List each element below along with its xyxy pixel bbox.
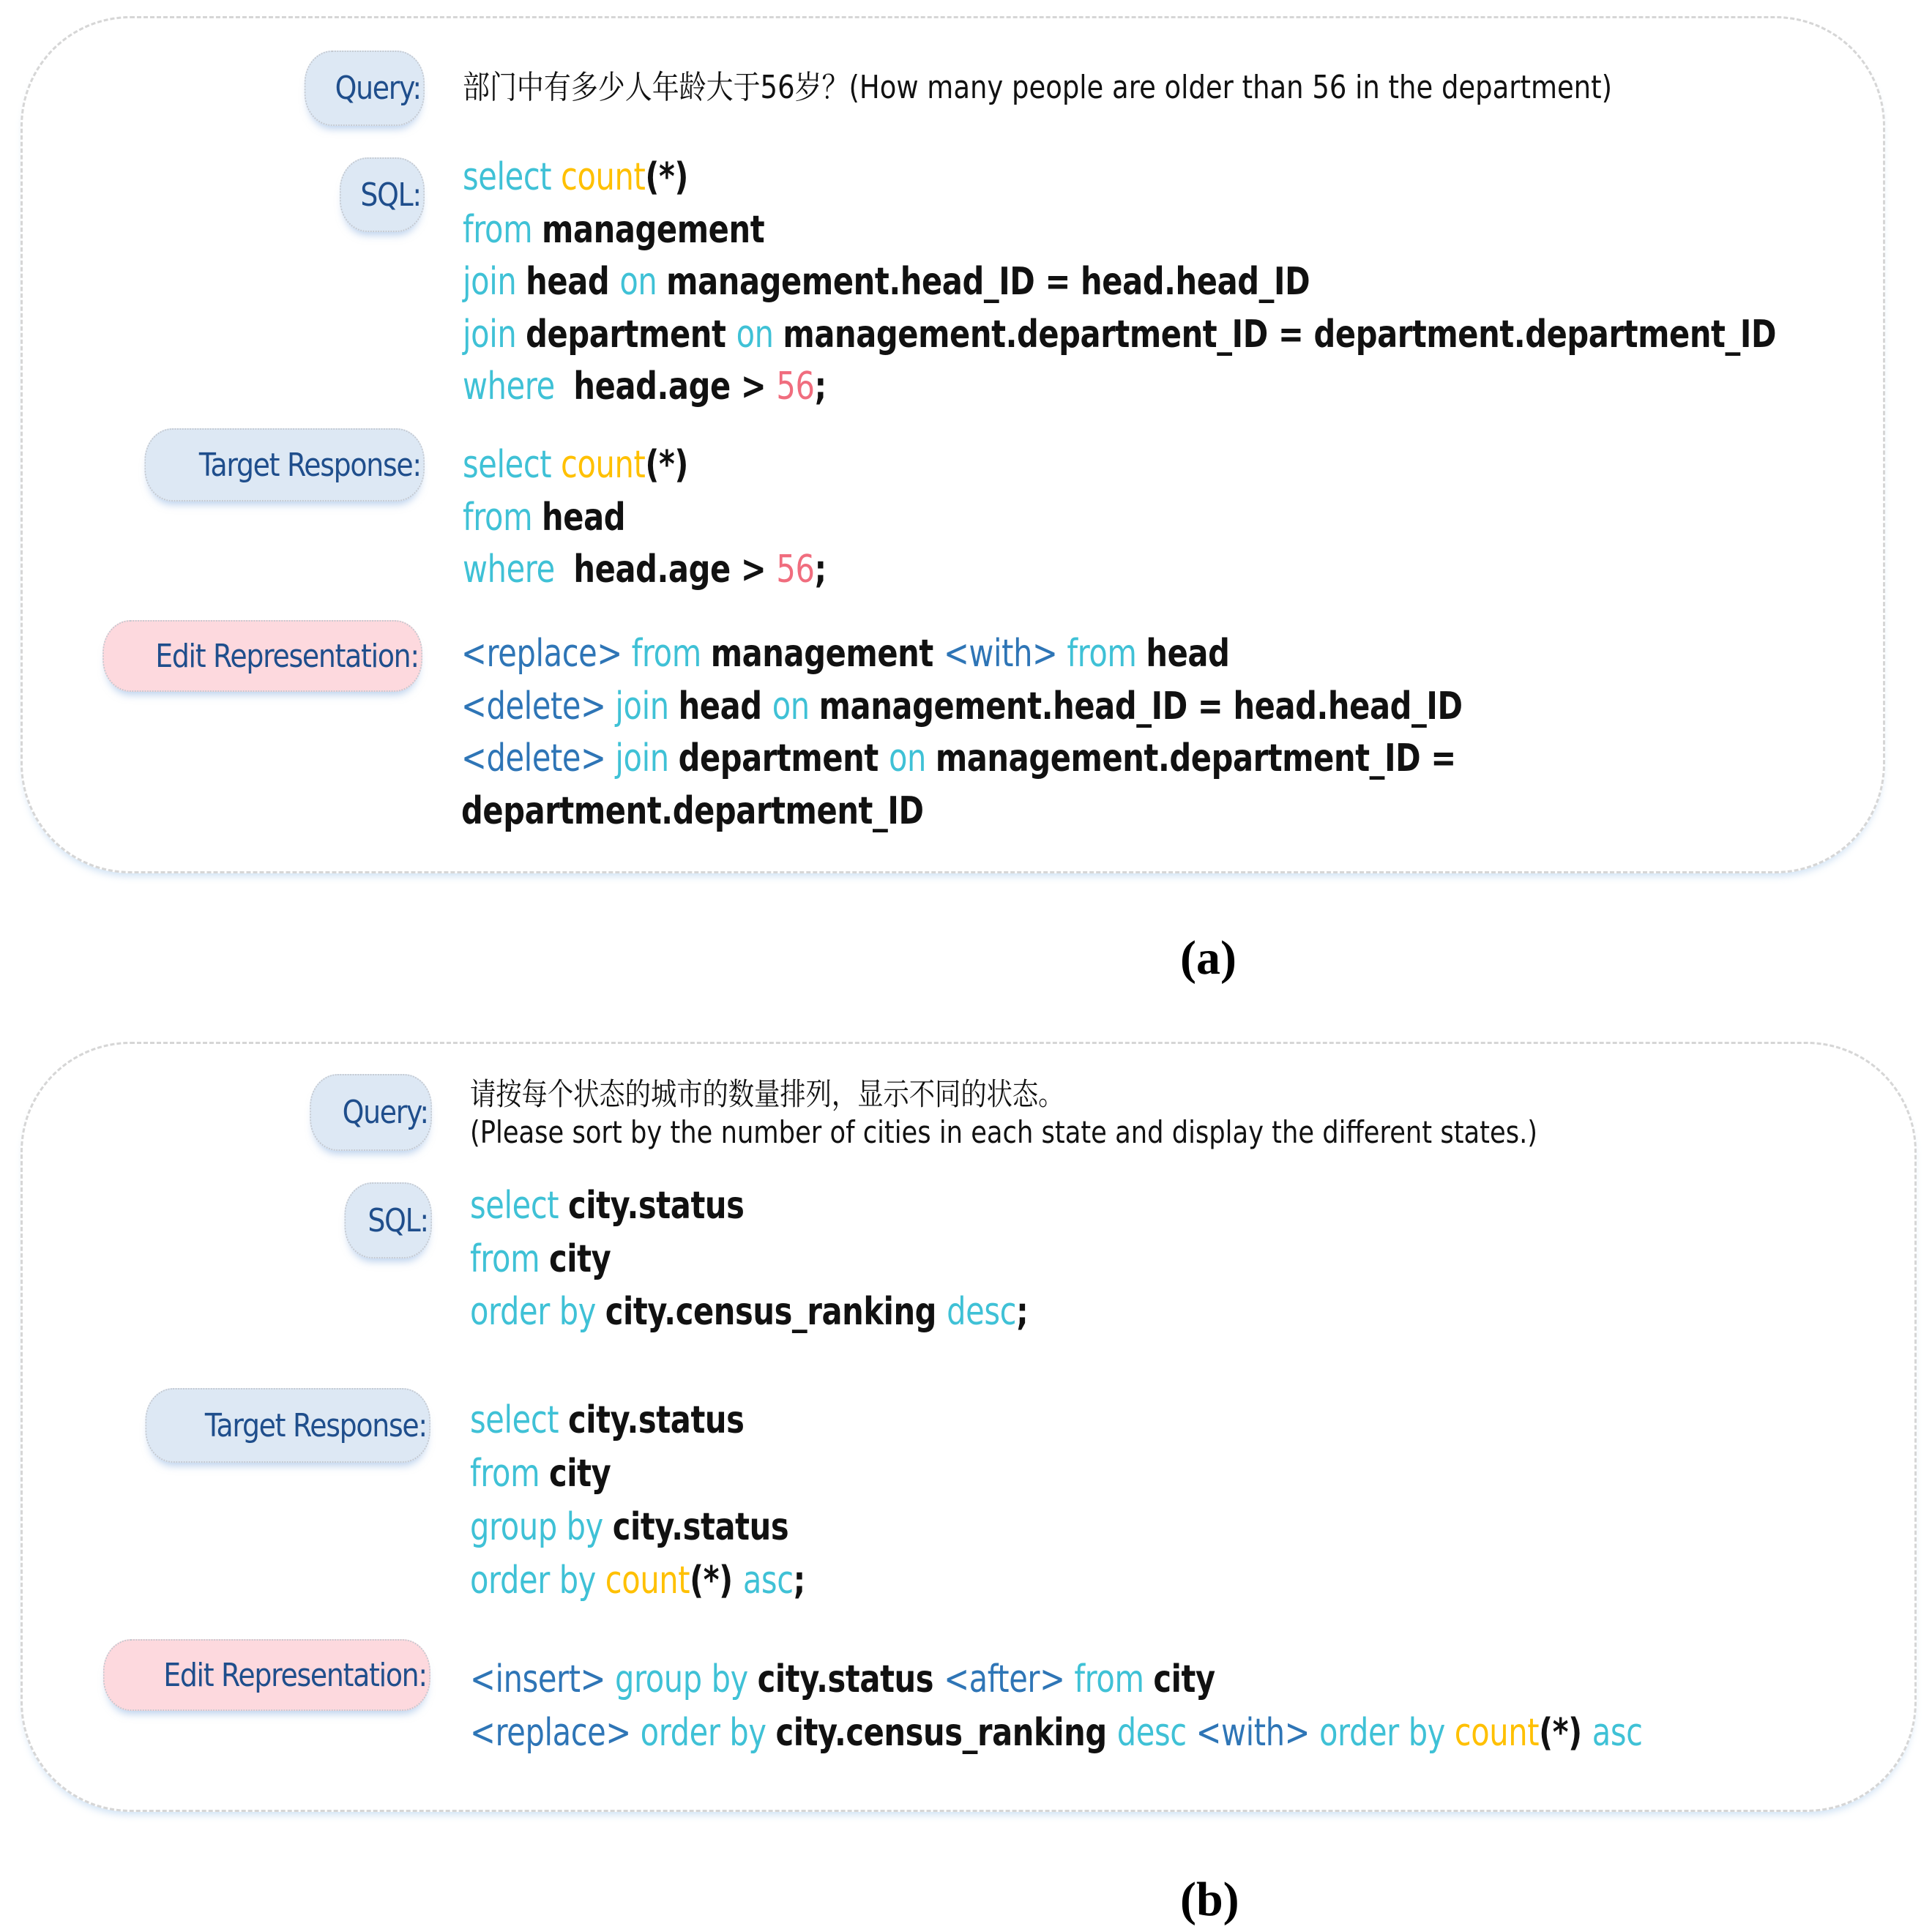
query-label-b: [310, 1074, 432, 1151]
code-token-kw: on: [772, 684, 819, 728]
target-response-label-text: Target Response:: [198, 446, 421, 484]
code-token-id: management.head_ID = head.head_ID: [818, 684, 1463, 728]
query-text-a: 部门中有多少人年龄大于56岁？(How many people are older than 56 in the department): [463, 69, 1613, 106]
code-line: [463, 365, 827, 409]
code-token-id: (*): [645, 155, 688, 199]
code-token-id: city: [549, 1237, 611, 1281]
code-token-kw: join: [463, 312, 526, 357]
code-token-kw: desc: [1116, 1711, 1196, 1755]
query-label-a: [305, 51, 425, 126]
code-token-num: 56: [776, 365, 815, 409]
code-token-id: department.department_ID: [461, 788, 924, 833]
code-line: [470, 1237, 611, 1281]
code-line: [463, 260, 1310, 304]
code-token-id: city: [1153, 1657, 1215, 1701]
code-token-id: management.department_ID = department.department_ID: [783, 312, 1777, 357]
code-token-kw: group by: [614, 1657, 758, 1701]
code-token-id: management.department_ID =: [935, 736, 1456, 780]
code-token-kw: order by: [470, 1559, 605, 1603]
code-line: [470, 1559, 805, 1603]
code-token-kw: order by: [470, 1290, 605, 1334]
code-token-kw: from: [463, 495, 542, 540]
query-label-text: Query:: [342, 1094, 428, 1131]
target-response-label-b: [145, 1388, 430, 1463]
code-token-kw: from: [470, 1452, 550, 1496]
code-token-fn: count: [561, 155, 646, 199]
query-text-b-chinese: 请按每个状态的城市的数量排列，显示不同的状态。: [470, 1076, 1064, 1112]
code-line: [470, 1290, 1029, 1334]
code-token-kw: group by: [470, 1505, 613, 1549]
code-line: [470, 1398, 745, 1442]
code-token-id: head.age >: [573, 548, 777, 592]
caption-b: (b): [1180, 1873, 1239, 1926]
code-token-tag: <with>: [1196, 1711, 1319, 1755]
code-token-id: head: [1146, 632, 1230, 676]
code-token-id: city.status: [568, 1398, 745, 1442]
code-token-num: 56: [776, 548, 815, 592]
code-token-fn: count: [561, 443, 646, 487]
edit-representation-label-text: Edit Representation:: [163, 1656, 427, 1694]
sql-label-a: [340, 157, 425, 232]
code-token-id: head: [542, 495, 626, 540]
code-token-kw: from: [1074, 1657, 1154, 1701]
edit-representation-label-text: Edit Representation:: [155, 637, 419, 675]
code-token-id: department: [678, 736, 889, 780]
code-line: [470, 1452, 611, 1496]
caption-a: (a): [1180, 931, 1237, 985]
code-token-id: city.census_ranking: [605, 1290, 947, 1334]
code-token-id: department: [526, 312, 736, 357]
code-token-kw: from: [470, 1237, 550, 1281]
code-line: [463, 207, 765, 252]
code-token-id: management: [542, 207, 765, 252]
code-token-kw: order by: [640, 1711, 776, 1755]
code-line: [463, 495, 626, 540]
code-token-id: ;: [814, 365, 827, 409]
code-token-id: (*): [645, 443, 688, 487]
edit-representation-label-b: [103, 1639, 430, 1711]
code-line: [461, 632, 1230, 676]
code-line: [461, 788, 924, 833]
edit-representation-label-a: [102, 620, 422, 692]
code-token-tag: <replace>: [461, 632, 632, 676]
code-token-tag: <delete>: [461, 684, 616, 728]
sql-label-text: SQL:: [360, 176, 421, 214]
target-response-label-a: [144, 428, 425, 501]
code-token-kw: asc: [742, 1559, 794, 1603]
code-token-kw: on: [888, 736, 936, 780]
query-text-b-english: (Please sort by the number of cities in each state and display the different states.): [470, 1114, 1538, 1150]
code-token-id: city.census_ranking: [775, 1711, 1117, 1755]
code-token-id: head: [678, 684, 772, 728]
code-token-kw: join: [615, 684, 679, 728]
code-line: [463, 443, 688, 487]
code-token-fn: count: [605, 1559, 690, 1603]
code-line: [463, 548, 827, 592]
code-token-kw: select: [463, 155, 562, 199]
code-token-kw: join: [615, 736, 679, 780]
code-token-kw: desc: [947, 1290, 1017, 1334]
code-token-kw: join: [463, 260, 526, 304]
code-token-id: head.age >: [573, 365, 777, 409]
code-line: [470, 1711, 1643, 1755]
code-line: [470, 1505, 789, 1549]
code-token-tag: <replace>: [470, 1711, 641, 1755]
code-token-tag: <insert>: [470, 1657, 615, 1701]
code-token-kw: select: [463, 443, 562, 487]
code-token-tag: <with>: [943, 632, 1067, 676]
target-response-label-text: Target Response:: [204, 1406, 427, 1444]
code-line: [470, 1657, 1215, 1701]
code-line: [461, 736, 1456, 780]
code-token-id: management.head_ID = head.head_ID: [666, 260, 1310, 304]
code-token-tag: <after>: [944, 1657, 1075, 1701]
code-token-id: city: [549, 1452, 611, 1496]
code-token-kw: from: [631, 632, 711, 676]
code-token-kw: where: [463, 548, 574, 592]
code-token-kw: select: [470, 1398, 569, 1442]
code-token-id: ;: [1016, 1290, 1029, 1334]
code-token-id: ;: [814, 548, 827, 592]
code-token-kw: where: [463, 365, 574, 409]
code-token-id: (*): [1539, 1711, 1592, 1755]
sql-label-text: SQL:: [368, 1201, 428, 1239]
code-token-kw: asc: [1592, 1711, 1643, 1755]
code-token-id: city.status: [757, 1657, 944, 1701]
code-token-id: management: [710, 632, 944, 676]
sql-label-b: [344, 1182, 432, 1258]
code-token-id: ;: [793, 1559, 805, 1603]
code-line: [463, 312, 1777, 357]
code-token-tag: <delete>: [461, 736, 616, 780]
code-token-kw: on: [736, 312, 783, 357]
query-label-text: Query:: [335, 70, 421, 107]
code-token-id: (*): [690, 1559, 743, 1603]
code-token-kw: on: [619, 260, 667, 304]
code-token-kw: from: [463, 207, 542, 252]
code-line: [463, 155, 688, 199]
code-token-kw: order by: [1319, 1711, 1455, 1755]
code-line: [461, 684, 1463, 728]
code-token-fn: count: [1454, 1711, 1540, 1755]
code-token-kw: select: [470, 1184, 569, 1228]
code-token-id: city.status: [568, 1184, 745, 1228]
code-line: [470, 1184, 745, 1228]
code-token-kw: from: [1067, 632, 1146, 676]
code-token-id: head: [526, 260, 620, 304]
code-token-id: city.status: [612, 1505, 789, 1549]
